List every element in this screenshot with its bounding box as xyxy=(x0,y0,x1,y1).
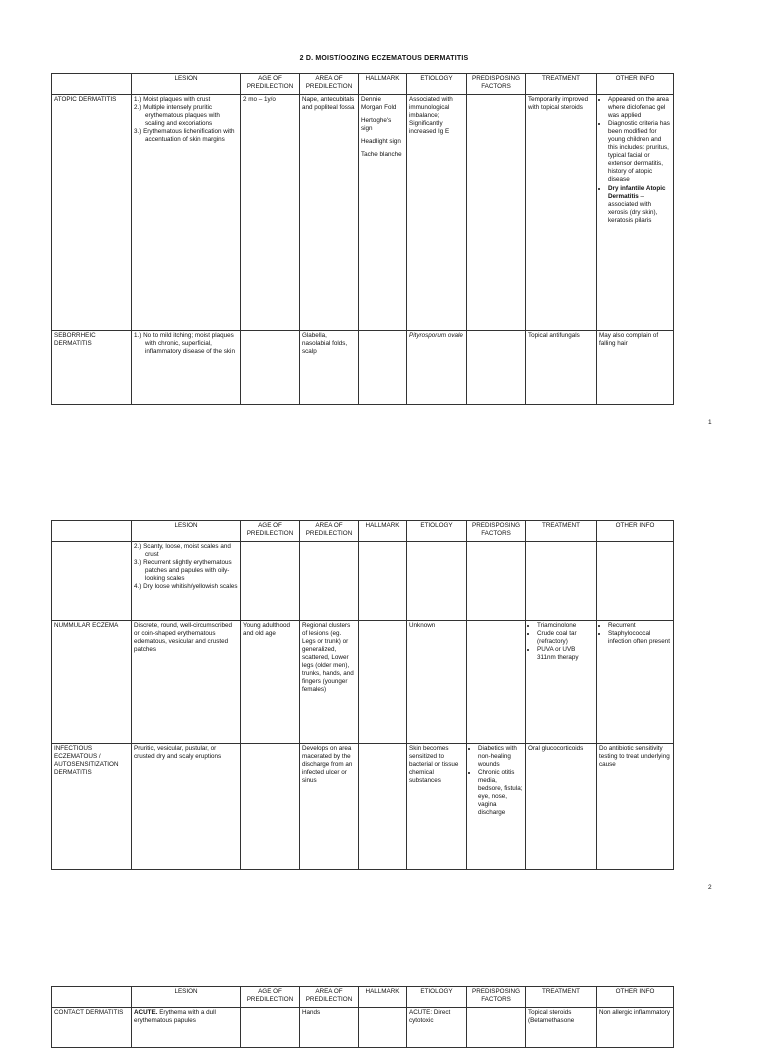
condition-name: CONTACT DERMATITIS xyxy=(52,1008,132,1048)
predisposing-item: • Chronic otitis media, bedsore, fistula; eye, nose, vagina discharge xyxy=(478,769,523,817)
treatment-cell: Temporarily improved with topical steroids xyxy=(526,95,597,331)
lesion-text: Erythema with a dull erythematous papules xyxy=(134,1009,216,1025)
lesion-item: 4.) Dry loose whitish/yellowish scales xyxy=(134,583,238,591)
hallmark-cell xyxy=(359,744,407,870)
table-row-infectious-eczematous-dermatitis xyxy=(52,744,674,870)
other-info-text: – associated with xerosis (dry skin), keratosis pilaris xyxy=(608,192,658,224)
table-header-row xyxy=(52,74,674,95)
condition-name xyxy=(52,542,132,621)
lesion-item: 3.) Erythematous lichenification with accentuation of skin margins xyxy=(134,128,235,144)
other-info-cell xyxy=(597,542,674,621)
predisposing-cell xyxy=(467,95,526,331)
header-cell: HALLMARK xyxy=(359,987,407,1008)
lesion-item: 1.) Moist plaques with crust xyxy=(134,96,211,103)
header-cell xyxy=(52,74,132,95)
table-row-seborrheic-dermatitis xyxy=(52,331,674,405)
hallmark-cell xyxy=(359,1008,407,1048)
predisposing-cell xyxy=(467,1008,526,1048)
hallmark-cell xyxy=(359,542,407,621)
lesion-cell xyxy=(132,542,241,621)
header-cell: PREDISPOSING FACTORS xyxy=(467,521,526,542)
hallmark-cell xyxy=(359,95,407,331)
other-info-bold-term: Dry infantile Atopic Dermatitis xyxy=(608,184,666,200)
table-row-contact-dermatitis xyxy=(52,1008,674,1048)
table-row-atopic-dermatitis xyxy=(52,95,674,331)
treatment-cell: Topical antifungals xyxy=(526,331,597,405)
condition-name: SEBORRHEIC DERMATITIS xyxy=(52,331,132,405)
lesion-cell: Pruritic, vesicular, pustular, or crusted dry and scaly eruptions xyxy=(132,744,241,870)
hallmark-item: Headlight sign xyxy=(361,138,401,146)
treatment-cell: Topical steroids (Betamethasone xyxy=(526,1008,597,1048)
treatment-cell xyxy=(526,542,597,621)
header-cell: AREA OF PREDILECTION xyxy=(300,74,359,95)
header-cell: HALLMARK xyxy=(359,74,407,95)
header-cell: PREDISPOSING FACTORS xyxy=(467,987,526,1008)
condition-name: ATOPIC DERMATITIS xyxy=(52,95,132,331)
area-cell: Hands xyxy=(300,1008,359,1048)
predisposing-cell xyxy=(467,621,526,744)
age-cell xyxy=(241,542,300,621)
header-cell: AGE OF PREDILECTION xyxy=(241,74,300,95)
lesion-cell xyxy=(132,331,241,405)
header-cell: TREATMENT xyxy=(526,521,597,542)
page-number: 1 xyxy=(708,419,712,426)
lesion-cell: Discrete, round, well-circumscribed or coin-shaped erythematous edematous, vesicular and crusted patches xyxy=(132,621,241,744)
other-info-item: • Appeared on the area where diclofenac gel was applied xyxy=(608,96,671,120)
predisposing-cell xyxy=(467,542,526,621)
lesion-bold-term: ACUTE. xyxy=(134,1009,158,1016)
table-row-nummular-eczema xyxy=(52,621,674,744)
header-cell: TREATMENT xyxy=(526,74,597,95)
other-info-item: • Diagnostic criteria has been modified for young children and this includes: pruritus, typical facial or extensor dermatitis, history of atopic disease xyxy=(608,120,671,184)
other-info-cell xyxy=(597,95,674,331)
area-cell xyxy=(300,542,359,621)
header-cell: OTHER INFO xyxy=(597,521,674,542)
area-cell: Develops on area macerated by the discharge from an infected ulcer or sinus xyxy=(300,744,359,870)
header-cell: LESION xyxy=(132,987,241,1008)
etiology-cell: Skin becomes sensitized to bacterial or tissue chemical substances xyxy=(407,744,467,870)
hallmark-cell xyxy=(359,331,407,405)
dermatitis-table-page-1 xyxy=(51,73,674,405)
area-cell: Regional clusters of lesions (eg. Legs or trunk) or generalized, scattered, Lower legs (older men), trunks, hands, and fingers (younger females) xyxy=(300,621,359,744)
lesion-item: 3.) Recurrent slightly erythematous patches and papules with oily-looking scales xyxy=(134,559,232,583)
header-cell: AGE OF PREDILECTION xyxy=(241,521,300,542)
other-info-cell: May also complain of falling hair xyxy=(597,331,674,405)
table-header-row xyxy=(52,987,674,1008)
lesion-cell xyxy=(132,95,241,331)
other-info-item: • Recurrent xyxy=(608,622,671,630)
header-cell: ETIOLOGY xyxy=(407,987,467,1008)
header-cell: ETIOLOGY xyxy=(407,521,467,542)
area-cell: Nape, antecubitals and popliteal fossa xyxy=(300,95,359,331)
table-row-seborrheic-continued xyxy=(52,542,674,621)
etiology-cell: ACUTE: Direct cytotoxic xyxy=(407,1008,467,1048)
etiology-cell: Unknown xyxy=(407,621,467,744)
other-info-cell: Do antibiotic sensitivity testing to treat underlying cause xyxy=(597,744,674,870)
header-cell: LESION xyxy=(132,74,241,95)
document-title: 2 D. MOIST/OOZING ECZEMATOUS DERMATITIS xyxy=(299,55,469,62)
page-number: 2 xyxy=(708,884,712,891)
other-info-item xyxy=(608,185,671,225)
etiology-cell xyxy=(407,542,467,621)
dermatitis-table-page-3 xyxy=(51,986,674,1048)
header-cell: AREA OF PREDILECTION xyxy=(300,987,359,1008)
header-cell: LESION xyxy=(132,521,241,542)
header-cell: AREA OF PREDILECTION xyxy=(300,521,359,542)
age-cell xyxy=(241,331,300,405)
header-cell: OTHER INFO xyxy=(597,74,674,95)
treatment-item: • Crude coal tar (refractory) xyxy=(537,630,594,646)
lesion-item: 1.) No to mild itching; moist plaques with chronic, superficial, inflammatory disease of the skin xyxy=(134,332,235,356)
lesion-item: 2.) Scanty, loose, moist scales and crust xyxy=(134,543,231,559)
lesion-item: 2.) Multiple intensely pruritic erythematous plaques with scaling and excoriations xyxy=(134,104,220,128)
other-info-cell: Non allergic inflammatory xyxy=(597,1008,674,1048)
dermatitis-table-page-2 xyxy=(51,520,674,870)
header-cell: TREATMENT xyxy=(526,987,597,1008)
header-cell: HALLMARK xyxy=(359,521,407,542)
header-cell: AGE OF PREDILECTION xyxy=(241,987,300,1008)
condition-name: NUMMULAR ECZEMA xyxy=(52,621,132,744)
treatment-cell: Oral glucocorticoids xyxy=(526,744,597,870)
header-cell: PREDISPOSING FACTORS xyxy=(467,74,526,95)
age-cell xyxy=(241,744,300,870)
header-cell xyxy=(52,521,132,542)
hallmark-item: Dennie Morgan Fold xyxy=(361,96,397,112)
hallmark-cell xyxy=(359,621,407,744)
etiology-cell: Pityrosporum ovale xyxy=(407,331,467,405)
header-cell: OTHER INFO xyxy=(597,987,674,1008)
condition-name: INFECTIOUS ECZEMATOUS / AUTOSENSITIZATION DERMATITIS xyxy=(52,744,132,870)
other-info-cell xyxy=(597,621,674,744)
etiology-cell: Associated with immunological imbalance; Significantly increased Ig E xyxy=(407,95,467,331)
treatment-item: • Triamcinolone xyxy=(537,622,594,630)
hallmark-item: Tache blanche xyxy=(361,151,402,159)
age-cell: Young adulthood and old age xyxy=(241,621,300,744)
predisposing-cell xyxy=(467,744,526,870)
age-cell: 2 mo – 1y/o xyxy=(241,95,300,331)
predisposing-item: • Diabetics with non-healing wounds xyxy=(478,745,523,769)
treatment-cell xyxy=(526,621,597,744)
age-cell xyxy=(241,1008,300,1048)
header-cell xyxy=(52,987,132,1008)
hallmark-item: Hertoghe's sign xyxy=(361,117,392,133)
predisposing-cell xyxy=(467,331,526,405)
table-header-row xyxy=(52,521,674,542)
other-info-item: • Staphylococcal infection often present xyxy=(608,630,671,646)
treatment-item: • PUVA or UVB 311nm therapy xyxy=(537,646,594,662)
header-cell: ETIOLOGY xyxy=(407,74,467,95)
lesion-cell xyxy=(132,1008,241,1048)
area-cell: Glabella, nasolabial folds, scalp xyxy=(300,331,359,405)
